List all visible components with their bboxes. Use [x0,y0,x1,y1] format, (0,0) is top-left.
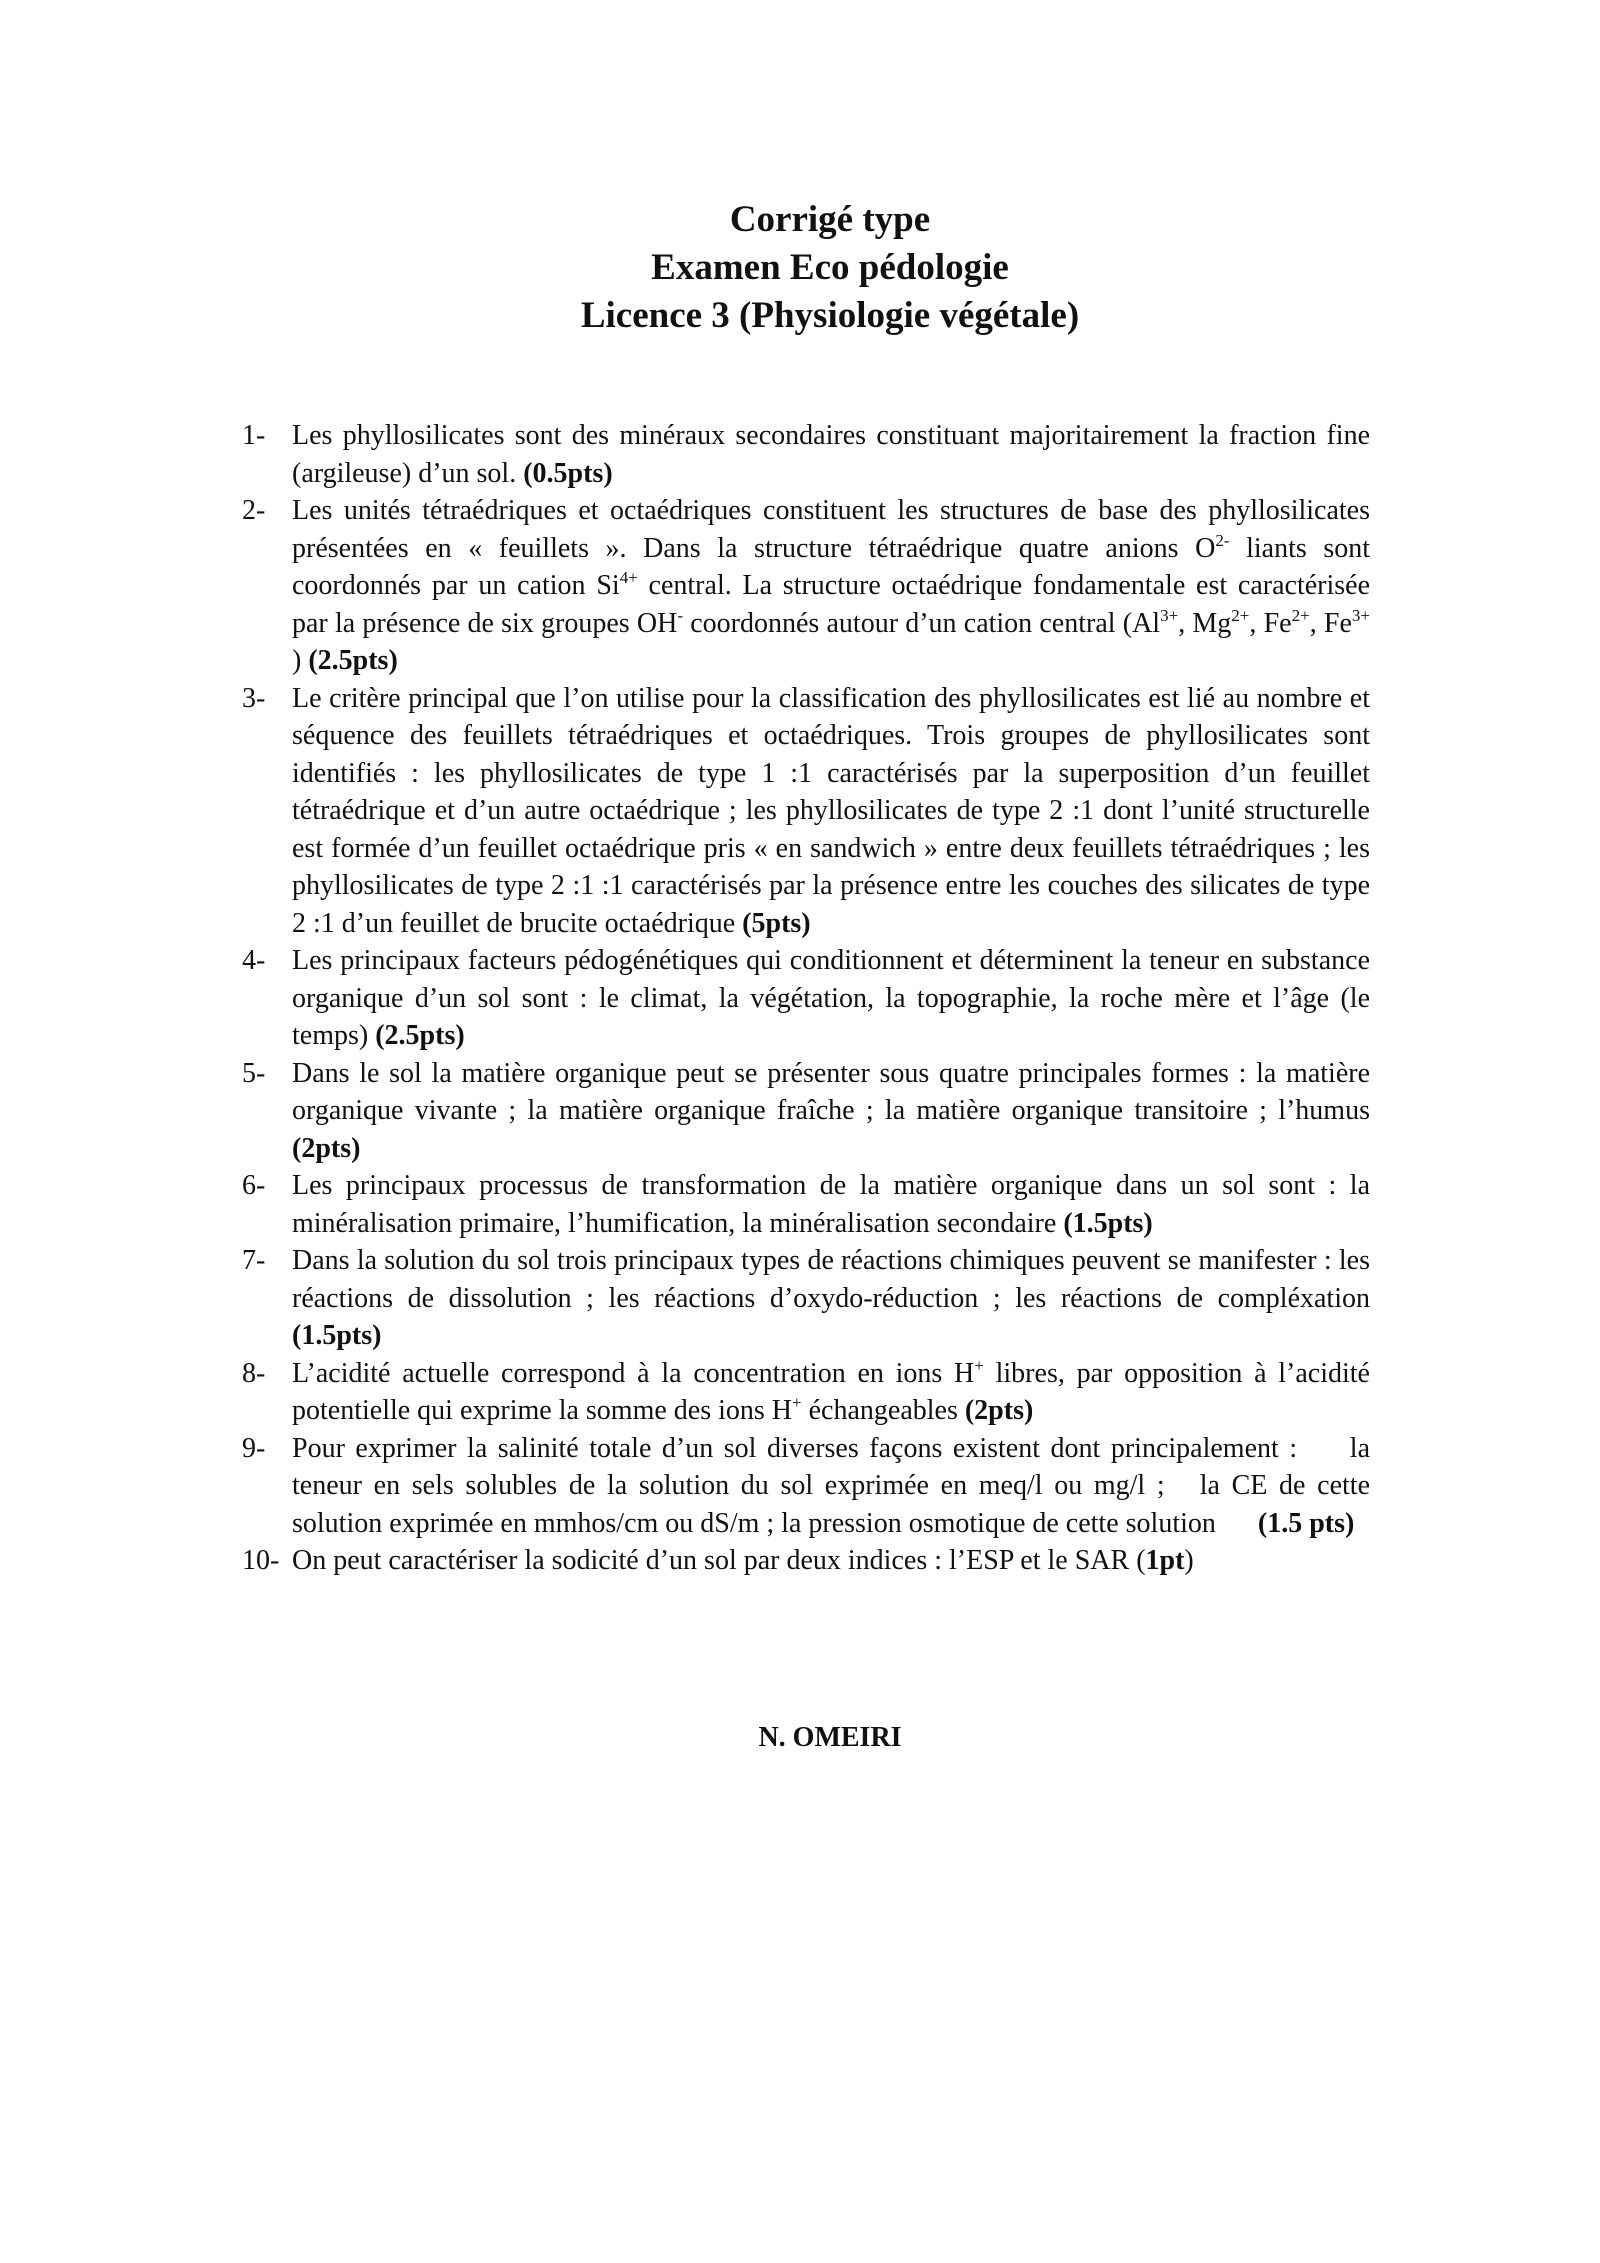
item-points: (1.5pts) [1063,1207,1153,1239]
answer-item-3 [242,680,1370,943]
answer-item-9 [242,1430,1377,1543]
answer-item-8 [242,1355,1370,1430]
answer-item-5 [242,1055,1370,1168]
item-points: (2.5pts) [375,1020,465,1051]
item-text: Les phyllosilicates sont des minéraux secondaires constituant majoritairement la fraction fine (argileuse) d’un sol. [292,420,1370,489]
item-text: liants sont coordonnés par un cation Si [292,532,1371,601]
superscript: 3+ [1351,605,1371,625]
item-number: 2- [242,495,266,526]
item-number: 10- [242,1545,280,1576]
superscript: 2- [1215,530,1230,550]
item-text: Les unités tétraédriques et octaédriques constituent les structures de base des phyllosilicates présentées en « feuillets ». Dans la structure tétraédrique quatre anions O [292,495,1370,564]
superscript: 2+ [1291,605,1310,625]
item-number: 4- [242,945,266,976]
item-text: , Fe [1249,607,1292,639]
answer-item-7 [242,1242,1370,1355]
item-points-open: ( [1136,1545,1146,1576]
answer-item-2 [242,492,1370,680]
item-points: (2pts) [292,1132,361,1164]
superscript: - [677,605,683,625]
superscript: 2+ [1231,605,1250,625]
item-number: 5- [242,1057,266,1089]
item-points-close: ) [1184,1545,1194,1576]
item-points: (2pts) [964,1395,1034,1426]
item-text: Dans la solution du sol trois principaux types de réactions chimiques peuvent se manifester : les réactions de dissolution ; les réactions d’oxydo-réduction ; les réactions de compléxation [292,1245,1370,1314]
answer-item-1 [242,417,1370,492]
item-number: 3- [242,682,266,714]
item-text: coordonnés autour d’un cation central (Al [683,607,1161,639]
item-points: (2.5pts) [308,645,398,676]
item-text: On peut caractériser la sodicité d’un sol par deux indices : l’ESP et le SAR [292,1545,1137,1576]
item-points: (5pts) [742,907,811,939]
superscript: 3+ [1160,605,1179,625]
answer-item-4 [242,942,1370,1055]
item-number: 8- [242,1357,266,1389]
item-number: 6- [242,1170,266,1201]
item-text: , Fe [1309,607,1352,639]
title-line-3: Licence 3 (Physiologie végétale) [580,295,1080,336]
item-points: (1.5 pts) [1257,1507,1355,1539]
item-text: libres, par opposition à l’acidité potentielle qui exprime la somme des ions H [292,1357,1370,1426]
answer-list [242,417,1377,1580]
item-points: (1.5pts) [292,1320,382,1351]
item-points: (0.5pts) [523,457,613,489]
item-text: ) [292,645,309,676]
item-number: 7- [242,1245,266,1276]
answer-item-10 [242,1542,1370,1580]
item-text: central. La structure octaédrique fondamentale est caractérisée par la présence de six groupes OH [292,570,1371,639]
item-number: 1- [242,420,266,451]
item-text: Les principaux processus de transformation de la matière organique dans un sol sont : la minéralisation primaire, l’humification, la minéralisation secondaire [292,1170,1370,1239]
superscript: 4+ [619,568,638,587]
document-title [0,196,1600,340]
item-text: Le critère principal que l’on utilise pour la classification des phyllosilicates est lié au nombre et séquence des feuillets tétraédriques et octaédriques. Trois groupes de phyllosilicates sont identifiés : les phyllosilicates de type 1 :1 caractérisés par la superposition d’un feuillet tétraédrique et d’un autre octaédrique ; les phyllosilicates de type 2 :1 dont l’unité structurelle est formée d’un feuillet octaédrique pris « en sandwich » entre deux feuillets tétraédriques ; les phyllosilicates de type 2 :1 :1 caractérisés par la présence entre les couches des silicates de type 2 :1 d’un feuillet de brucite octaédrique [292,682,1370,939]
item-text: Pour exprimer la salinité totale d’un sol diverses façons existent dont principalement : la teneur en sels solubles de la solution du sol exprimée en meq/l ou mg/l ; la CE de cette solution exprimée en mmhos/cm ou dS/m ; la pression osmotique de cette solution [292,1432,1377,1539]
item-text: échangeables [801,1395,965,1426]
item-text: Dans le sol la matière organique peut se présenter sous quatre principales formes : la matière organique vivante ; la matière organique fraîche ; la matière organique transitoire ; l’humus [292,1057,1370,1126]
superscript: + [974,1355,984,1375]
item-text: , Mg [1178,607,1232,639]
title-line-1: Corrigé type [729,199,931,240]
item-text: L’acidité actuelle correspond à la concentration en ions H [292,1357,975,1389]
item-number: 9- [242,1432,266,1464]
item-text: Les principaux facteurs pédogénétiques qui conditionnent et déterminent la teneur en substance organique d’un sol sont : le climat, la végétation, la topographie, la roche mère et l’âge (le temps) [292,945,1370,1051]
author-name: N. OMEIRI [758,1722,902,1753]
item-points: 1pt [1145,1545,1185,1576]
answer-item-6 [242,1167,1370,1242]
title-line-2: Examen Eco pédologie [651,247,1009,288]
superscript: + [792,1393,802,1412]
